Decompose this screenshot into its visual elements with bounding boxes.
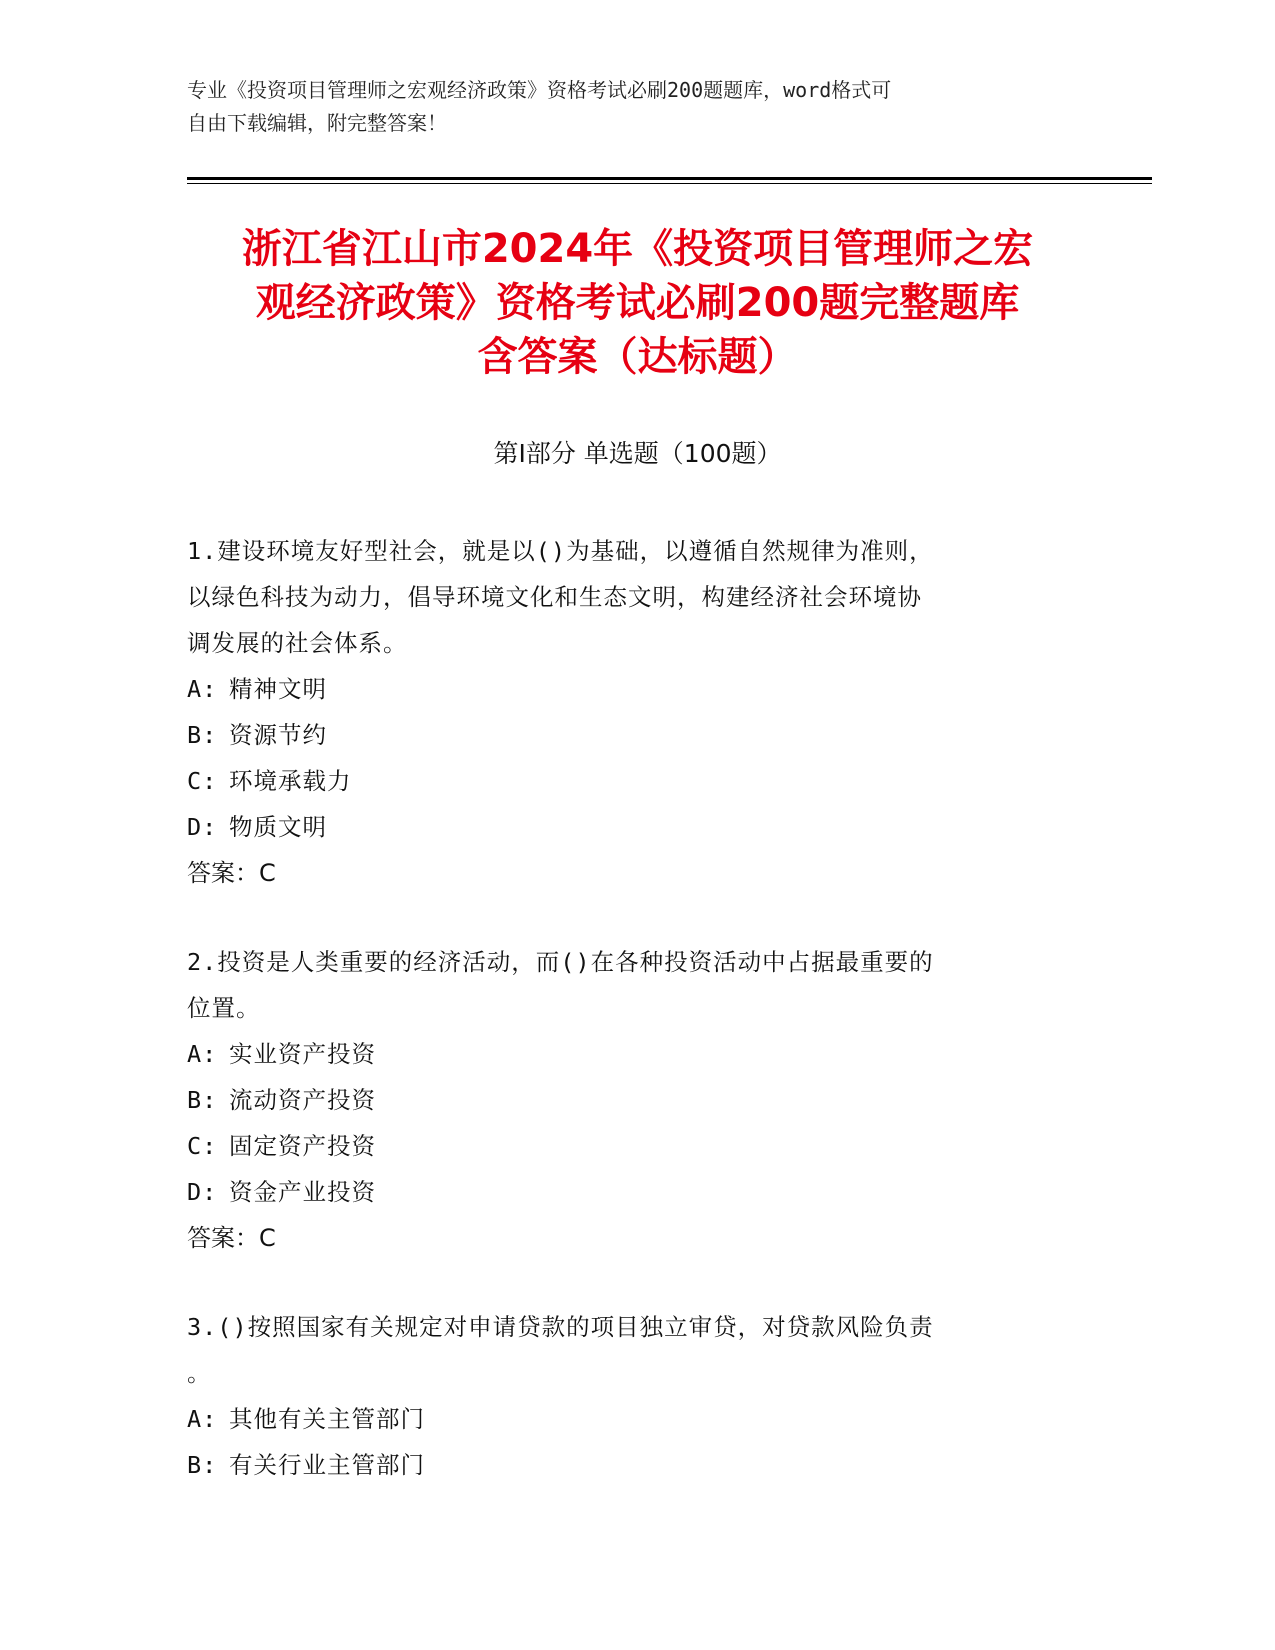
question-3: [187, 1304, 1067, 1488]
option-text: 流动资产投资: [229, 1086, 376, 1114]
header-note: [187, 74, 1067, 140]
answer: 答案：C: [187, 1224, 276, 1252]
option-key: B:: [187, 721, 218, 749]
option-text: 资金产业投资: [229, 1178, 376, 1206]
stem-line: 。: [187, 1359, 212, 1387]
option-b: [187, 1077, 1067, 1123]
option-key: B:: [187, 1086, 218, 1114]
option-d: [187, 1169, 1067, 1215]
stem-line: 调发展的社会体系。: [187, 629, 408, 657]
title-line: 浙江省江山市2024年《投资项目管理师之宏: [241, 226, 1034, 272]
question-stem: [187, 1304, 1067, 1396]
question-list: [187, 528, 1067, 1531]
header-note-line: 自由下载编辑，附完整答案！: [187, 111, 447, 135]
option-a: [187, 1396, 1067, 1442]
option-text: 其他有关主管部门: [229, 1405, 425, 1433]
section-heading: 第Ⅰ部分 单选题（100题）: [493, 439, 782, 468]
title-line: 含答案（达标题）: [477, 334, 798, 380]
option-c: [187, 758, 1067, 804]
option-key: C:: [187, 1132, 218, 1160]
option-c: [187, 1123, 1067, 1169]
stem-line: 以绿色科技为动力，倡导环境文化和生态文明，构建经济社会环境协: [187, 583, 922, 611]
header-divider-thin: [187, 183, 1152, 184]
question-stem: [187, 939, 1067, 1031]
stem-line: 1.建设环境友好型社会，就是以()为基础，以遵循自然规律为准则，: [187, 537, 934, 565]
option-key: D:: [187, 813, 218, 841]
header-divider-thick: [187, 177, 1152, 180]
option-key: A:: [187, 1040, 218, 1068]
option-text: 精神文明: [229, 675, 327, 703]
option-text: 物质文明: [229, 813, 327, 841]
option-text: 环境承载力: [229, 767, 352, 795]
option-a: [187, 1031, 1067, 1077]
question-stem: [187, 528, 1067, 666]
stem-line: 2.投资是人类重要的经济活动，而()在各种投资活动中占据最重要的: [187, 948, 934, 976]
option-key: D:: [187, 1178, 218, 1206]
option-key: A:: [187, 675, 218, 703]
answer: 答案：C: [187, 859, 276, 887]
stem-line: 3.()按照国家有关规定对申请贷款的项目独立审贷，对贷款风险负责: [187, 1313, 934, 1341]
option-text: 资源节约: [229, 721, 327, 749]
option-b: [187, 1442, 1067, 1488]
option-key: A:: [187, 1405, 218, 1433]
option-text: 固定资产投资: [229, 1132, 376, 1160]
option-text: 有关行业主管部门: [229, 1451, 425, 1479]
option-text: 实业资产投资: [229, 1040, 376, 1068]
option-key: B:: [187, 1451, 218, 1479]
option-d: [187, 804, 1067, 850]
title-line: 观经济政策》资格考试必刷200题完整题库: [255, 280, 1020, 326]
question-2: [187, 939, 1067, 1261]
option-a: [187, 666, 1067, 712]
header-note-line: 专业《投资项目管理师之宏观经济政策》资格考试必刷200题题库，word格式可: [187, 78, 892, 102]
question-1: [187, 528, 1067, 896]
stem-line: 位置。: [187, 994, 261, 1022]
option-b: [187, 712, 1067, 758]
option-key: C:: [187, 767, 218, 795]
document-title: [160, 222, 1115, 384]
